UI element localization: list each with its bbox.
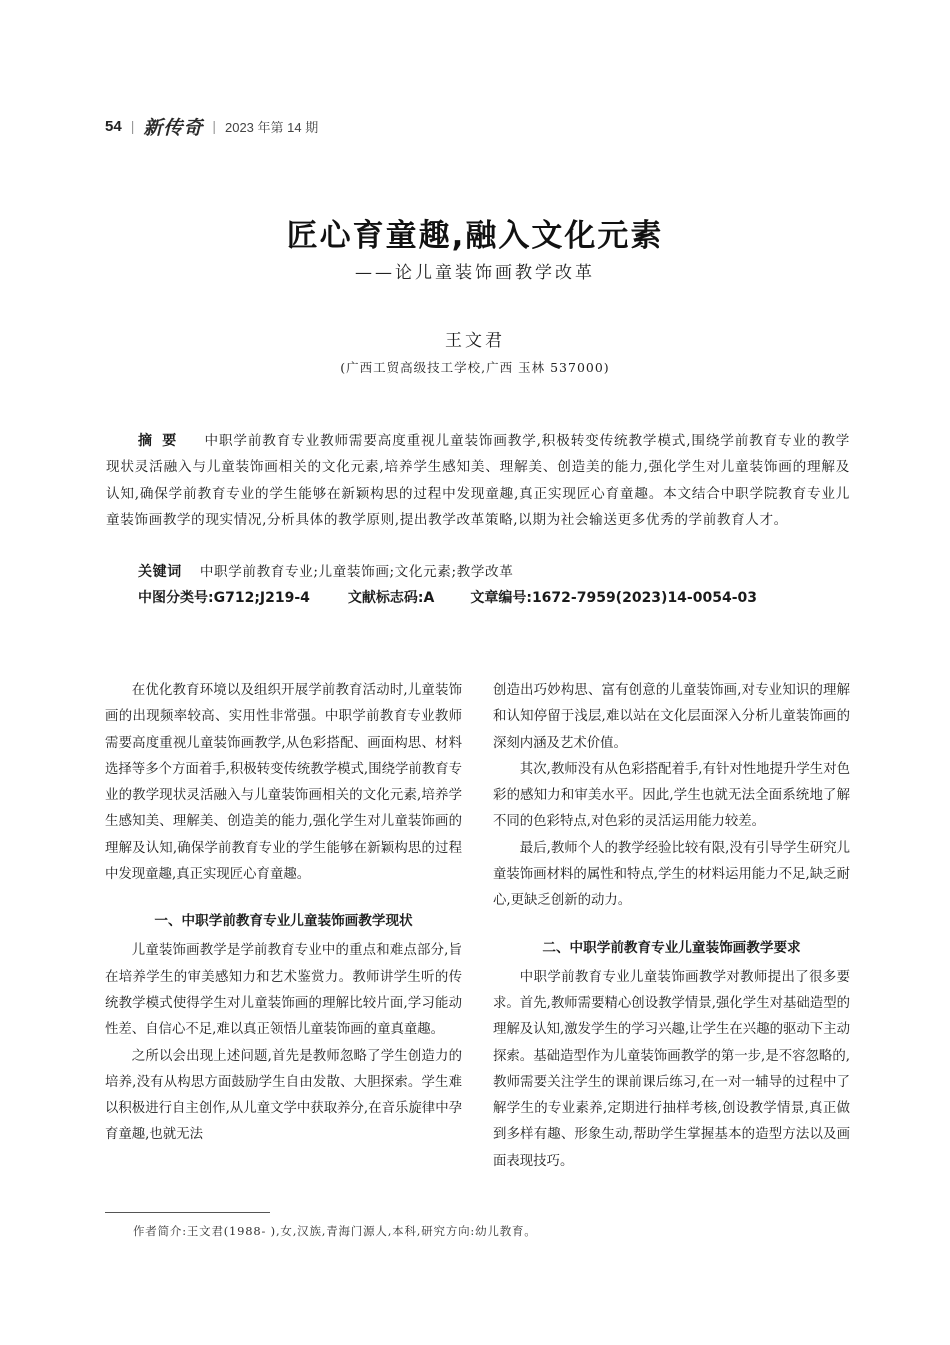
paragraph: 中职学前教育专业儿童装饰画教学对教师提出了很多要求。首先,教师需要精心创设教学情景,强化学生对基础造型的理解及认知,激发学生的学习兴趣,让学生在兴趣的驱动下主动探索。基础造型作为儿童装饰画教学的第一步,是不容忽略的,教师需要关注学生的课前课后练习,在一对一辅导的过程中了解学生的专业素养,定期进行抽样考核,创设教学情景,真正做到多样有趣、形象生动,帮助学生掌握基本的造型方法以及画面表现技巧。 [493,969,850,1169]
paragraph: 其次,教师没有从色彩搭配着手,有针对性地提升学生对色彩的感知力和审美水平。因此,学生也就无法全面系统地了解不同的色彩特点,对色彩的灵活运用能力较差。 [493,761,850,830]
keywords-text: 中职学前教育专业;儿童装饰画;文化元素;教学改革 [199,564,514,580]
author-affiliation: (广西工贸高级技工学校,广西 玉林 537000) [340,360,610,375]
article-subtitle: ——论儿童装饰画教学改革 [355,263,595,283]
left-column [105,678,462,1149]
header-separator: | [212,118,216,134]
abstract [106,428,850,534]
right-column [493,678,850,1175]
clc-number: 中图分类号:G712;J219-4 [138,590,310,606]
abstract-label: 摘要 [138,433,187,449]
article-title: 匠心育童趣,融入文化元素 [286,218,664,254]
section-heading: 二、中职学前教育专业儿童装饰画教学要求 [542,939,801,956]
journal-logo: 新传奇 [143,116,204,139]
paragraph: 创造出巧妙构思、富有创意的儿童装饰画,对专业知识的理解和认知停留于浅层,难以站在文化层面深入分析儿童装饰画的深刻内涵及艺术价值。 [493,683,850,751]
section-heading: 一、中职学前教育专业儿童装饰画教学现状 [154,913,413,930]
paragraph: 在优化教育环境以及组织开展学前教育活动时,儿童装饰画的出现频率较高、实用性非常强。中职学前教育专业教师需要高度重视儿童装饰画教学,从色彩搭配、画面构思、材料选择等多个方面着手,积极转变传统教学模式,围绕学前教育专业的教学现状灵活融入与儿童装饰画相关的文化元素,培养学生感知美、理解美、创造美的能力,强化学生对儿童装饰画的理解及认知,确保学前教育专业的学生能够在新颖构思的过程中发现童趣,真正实现匠心育童趣。 [105,683,462,883]
keywords [138,560,513,581]
paragraph: 儿童装饰画教学是学前教育专业中的重点和难点部分,旨在培养学生的审美感知力和艺术鉴赏力。教师讲学生听的传统教学模式使得学生对儿童装饰画的理解比较片面,学习能动性差、自信心不足,难以真正领悟儿童装饰画的童真童趣。 [105,943,462,1038]
author-name: 王文君 [445,331,505,351]
issue-label: 2023 年第 14 期 [224,119,319,135]
classification-line [138,587,757,607]
page-number: 54 [105,117,122,135]
footnote-divider [105,1212,270,1213]
article-number: 文章编号:1672-7959(2023)14-0054-03 [470,590,757,606]
paragraph: 之所以会出现上述问题,首先是教师忽略了学生创造力的培养,没有从构思方面鼓励学生自由发散、大胆探索。学生难以积极进行自主创作,从儿童文学中获取养分,在音乐旋律中孕育童趣,也就无法 [105,1048,462,1143]
document-code: 文献标志码:A [347,590,435,606]
paragraph: 最后,教师个人的教学经验比较有限,没有引导学生研究儿童装饰画材料的属性和特点,学生的材料运用能力不足,缺乏耐心,更缺乏创新的动力。 [493,840,850,909]
author-footnote: 作者简介:王文君(1988- ),女,汉族,青海门源人,本科,研究方向:幼儿教育。 [133,1224,537,1238]
keywords-label: 关键词 [138,564,182,580]
abstract-text: 中职学前教育专业教师需要高度重视儿童装饰画教学,积极转变传统教学模式,围绕学前教育专业的教学现状灵活融入与儿童装饰画相关的文化元素,培养学生感知美、理解美、创造美的能力,强化学生对儿童装饰画的理解及认知,确保学前教育专业的学生能够在新颖构思的过程中发现童趣,真正实现匠心育童趣。本文结合中职学院教育专业儿童装饰画教学的现实情况,分析具体的教学原则,提出教学改革策略,以期为社会输送更多优秀的学前教育人才。 [106,433,850,529]
header-separator: | [130,118,135,134]
running-header [105,114,318,138]
